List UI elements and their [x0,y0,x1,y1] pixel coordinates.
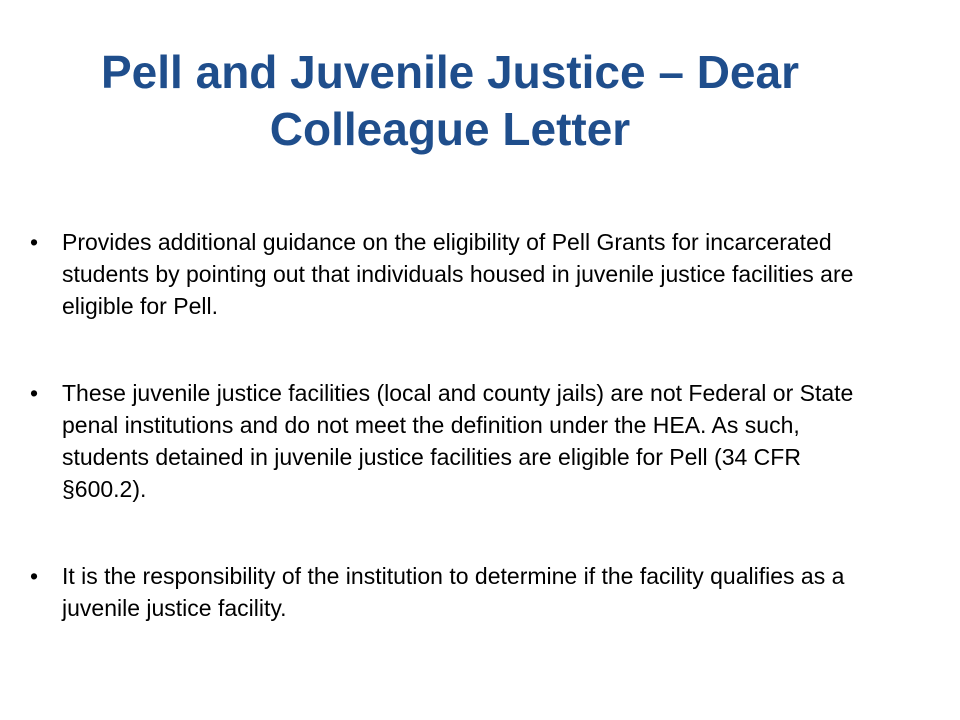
bullet-dot-icon: • [30,229,39,255]
bullet-text-pell-guidance: Provides additional guidance on the eligibility of Pell Grants for incarcerated students by pointing out that individuals housed in juvenile justice facilities are eligible for Pell. [62,229,854,319]
bullet-item-institution-responsibility [0,560,960,624]
slide-title [0,44,900,158]
bullet-text-institution-responsibility: It is the responsibility of the institution to determine if the facility qualifies as a juvenile justice facility. [62,563,845,621]
bullet-dot-icon: • [30,563,39,589]
slide-title-line-2: Colleague Letter [269,103,631,155]
bullet-dot-icon: • [30,380,39,406]
slide-title-line-1: Pell and Juvenile Justice – Dear [101,46,799,98]
bullet-text-facilities-definition: These juvenile justice facilities (local and county jails) are not Federal or State penal institutions and do not meet the definition under the HEA. As such, students detained in juvenile justice facilities are eligible for Pell (34 CFR §600.2). [62,380,854,502]
bullet-item-pell-guidance [0,226,960,322]
bullet-item-facilities-definition [0,377,960,505]
bullet-list [0,226,960,679]
